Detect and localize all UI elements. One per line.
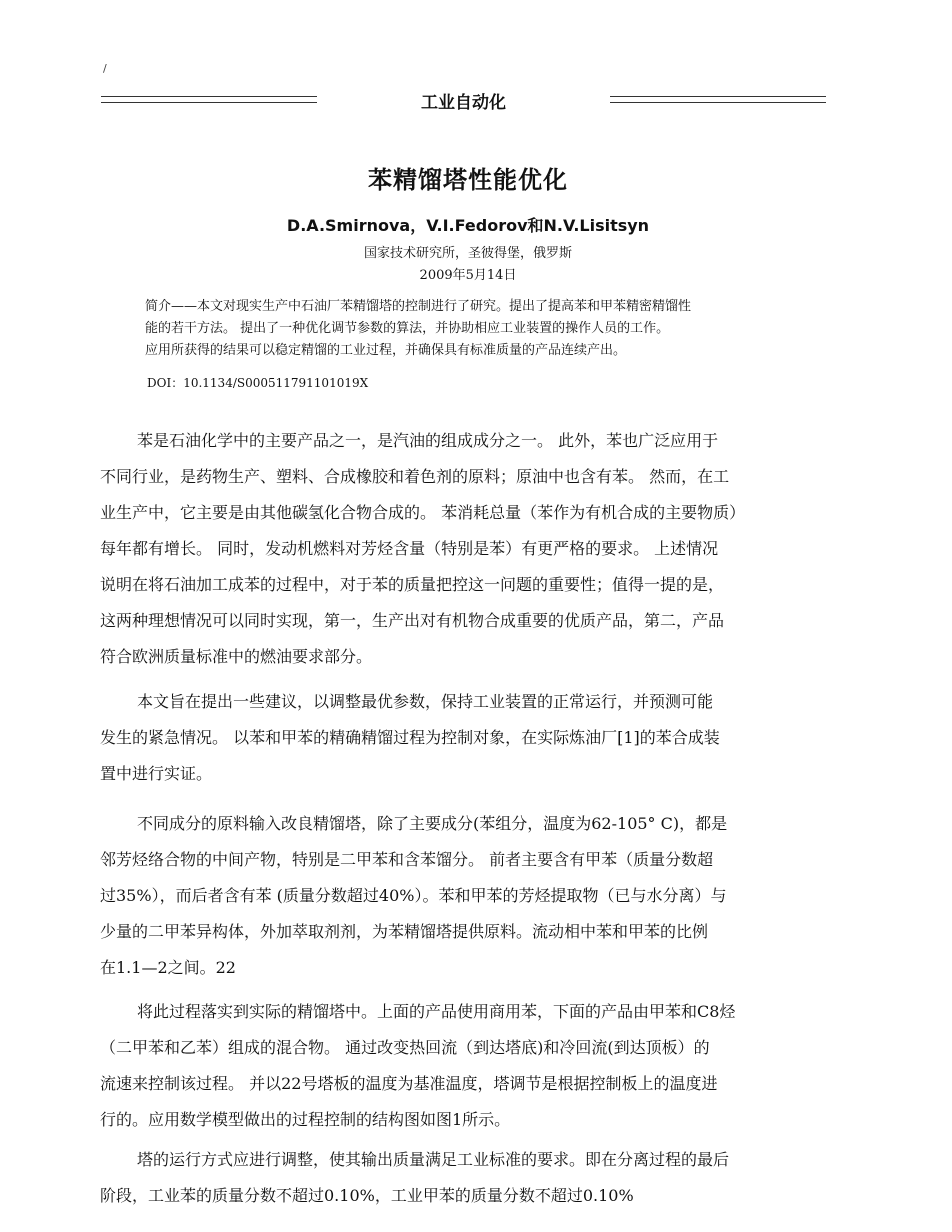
paragraph-line: 说明在将石油加工成苯的过程中，对于苯的质量把控这一问题的重要性；值得一提的是， [100,575,725,594]
affiliation: 国家技术研究所，圣彼得堡，俄罗斯 [363,246,572,261]
paragraph-line: 在1.1—2之间。22 [100,958,236,977]
paragraph-line: 邻芳烃络合物的中间产物，特别是二甲苯和含苯馏分。 前者主要含有甲苯（质量分数超 [100,850,714,869]
paragraph-line: 每年都有增长。 同时，发动机燃料对芳烃含量（特别是苯）有更严格的要求。 上述情况 [100,539,719,558]
abstract-line: 简介——本文对现实生产中石油厂苯精馏塔的控制进行了研究。提出了提高苯和甲苯精密精馏性 [145,299,692,314]
paragraph-line: 苯是石油化学中的主要产品之一，是汽油的组成成分之一。 此外，苯也广泛应用于 [137,431,719,450]
corner-mark: / [103,62,107,75]
paragraph-line: 符合欧洲质量标准中的燃油要求部分。 [100,647,373,666]
paragraph-line: 业生产中，它主要是由其他碳氢化合物合成的。 苯消耗总量（苯作为有机合成的主要物质） [100,503,746,522]
journal-name: 工业自动化 [421,93,506,113]
paragraph-line: 阶段，工业苯的质量分数不超过0.10%，工业甲苯的质量分数不超过0.10% [100,1186,634,1205]
body-paragraph [100,994,840,1138]
body-paragraph [100,684,840,792]
paragraph-line: 将此过程落实到实际的精馏塔中。上面的产品使用商用苯，下面的产品由甲苯和C8烃 [137,1002,736,1021]
body-paragraph [100,1142,840,1214]
paragraph-line: 过35%），而后者含有苯 (质量分数超过40%）。苯和甲苯的芳烃提取物（已与水分离）与 [100,886,727,905]
paragraph-line: 置中进行实证。 [100,764,213,783]
body-paragraph [100,423,840,675]
paragraph-line: 少量的二甲苯异构体，外加萃取剂剂，为苯精馏塔提供原料。流动相中苯和甲苯的比例 [100,922,709,941]
doi: DOI：10.1134/S000511791101019X [147,376,369,390]
paragraph-line: 不同成分的原料输入改良精馏塔，除了主要成分(苯组分，温度为62-105° C)，都是 [137,814,728,833]
paper-title: 苯精馏塔性能优化 [368,166,568,194]
paragraph-line: 不同行业，是药物生产、塑料、合成橡胶和着色剂的原料；原油中也含有苯。 然而，在工 [100,467,730,486]
abstract-line: 能的若干方法。 提出了一种优化调节参数的算法，并协助相应工业装置的操作人员的工作。 [145,321,670,336]
paragraph-line: 流速来控制该过程。 并以22号塔板的温度为基准温度，塔调节是根据控制板上的温度进 [100,1074,718,1093]
paragraph-line: 发生的紧急情况。 以苯和甲苯的精确精馏过程为控制对象，在实际炼油厂[1]的苯合成装 [100,728,720,747]
publication-date: 2009年5月14日 [419,268,517,283]
paragraph-line: 行的。应用数学模型做出的过程控制的结构图如图1所示。 [100,1110,511,1129]
paragraph-line: （二甲苯和乙苯）组成的混合物。 通过改变热回流（到达塔底)和冷回流(到达顶板）的 [100,1038,710,1057]
paragraph-line: 本文旨在提出一些建议，以调整最优参数，保持工业装置的正常运行，并预测可能 [137,692,714,711]
paragraph-line: 这两种理想情况可以同时实现，第一，生产出对有机物合成重要的优质产品，第二，产品 [100,611,725,630]
header-rule-left [101,96,317,103]
header-rule-right [610,96,826,103]
authors: D.A.Smirnova，V.I.Fedorov和N.V.Lisitsyn [286,216,650,235]
abstract-line: 应用所获得的结果可以稳定精馏的工业过程，并确保具有标准质量的产品连续产出。 [145,343,627,358]
paragraph-line: 塔的运行方式应进行调整，使其输出质量满足工业标准的要求。即在分离过程的最后 [137,1150,730,1169]
abstract [145,296,805,362]
body-paragraph [100,806,840,986]
